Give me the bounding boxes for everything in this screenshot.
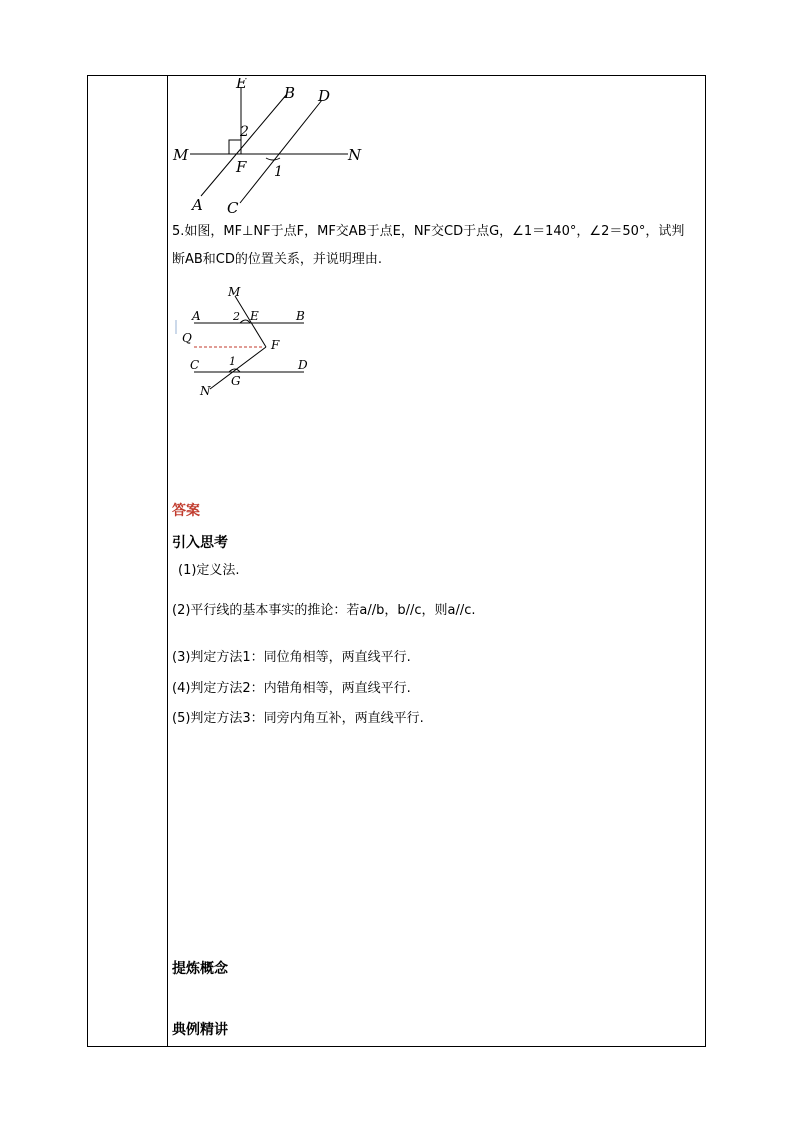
fig2-label-F: F [271,338,280,352]
fig2-label-Q: Q [182,331,192,345]
fig2-label-N: N [200,384,211,398]
fig1-label-F: F [236,158,247,176]
fig1-label-A: A [192,196,203,214]
fig1-label-B: B [284,84,296,102]
section-refine-concepts: 提炼概念 [172,961,228,977]
fig1-label-1: 1 [274,164,283,180]
fig2-label-M: M [228,285,241,299]
fig2-label-G: G [231,374,241,388]
fig1-label-2: 2 [240,124,249,140]
fig2-label-B: B [296,309,305,323]
problem-5-line-1: 5.如图，MF⊥NF于点F，MF交AB于点E，NF交CD于点G，∠1＝140°，∠2＝50°，试判 [172,224,685,239]
answer-item-1: (1)定义法. [178,563,240,578]
answer-heading: 答案 [172,503,200,519]
fig1-label-M: M [173,146,189,164]
problem-5-line-2: 断AB和CD的位置关系，并说明理由. [172,252,383,267]
fig1-label-E: E [236,78,247,92]
table-column-divider [167,75,168,1047]
fig2-label-D: D [298,358,308,372]
fig1-label-D: D [318,87,331,105]
fig2-label-2: 2 [233,310,240,323]
fig1-label-C: C [227,199,239,217]
fig2-label-A: A [192,309,201,323]
answer-item-4: (4)判定方法2：内错角相等，两直线平行. [172,681,411,696]
section-worked-examples: 典例精讲 [172,1022,228,1038]
content-table [87,75,706,1047]
figure-1-diagram [170,78,370,218]
answer-subheading: 引入思考 [172,535,228,551]
answer-item-3: (3)判定方法1：同位角相等，两直线平行. [172,650,411,665]
figure-2-diagram [172,282,317,400]
fig2-label-1: 1 [229,355,236,368]
answer-item-2: (2)平行线的基本事实的推论：若a//b，b//c，则a//c. [172,603,476,618]
fig2-label-E: E [250,309,259,323]
fig2-label-C: C [190,358,200,372]
answer-item-5: (5)判定方法3：同旁内角互补，两直线平行. [172,711,424,726]
fig1-label-N: N [348,146,362,164]
